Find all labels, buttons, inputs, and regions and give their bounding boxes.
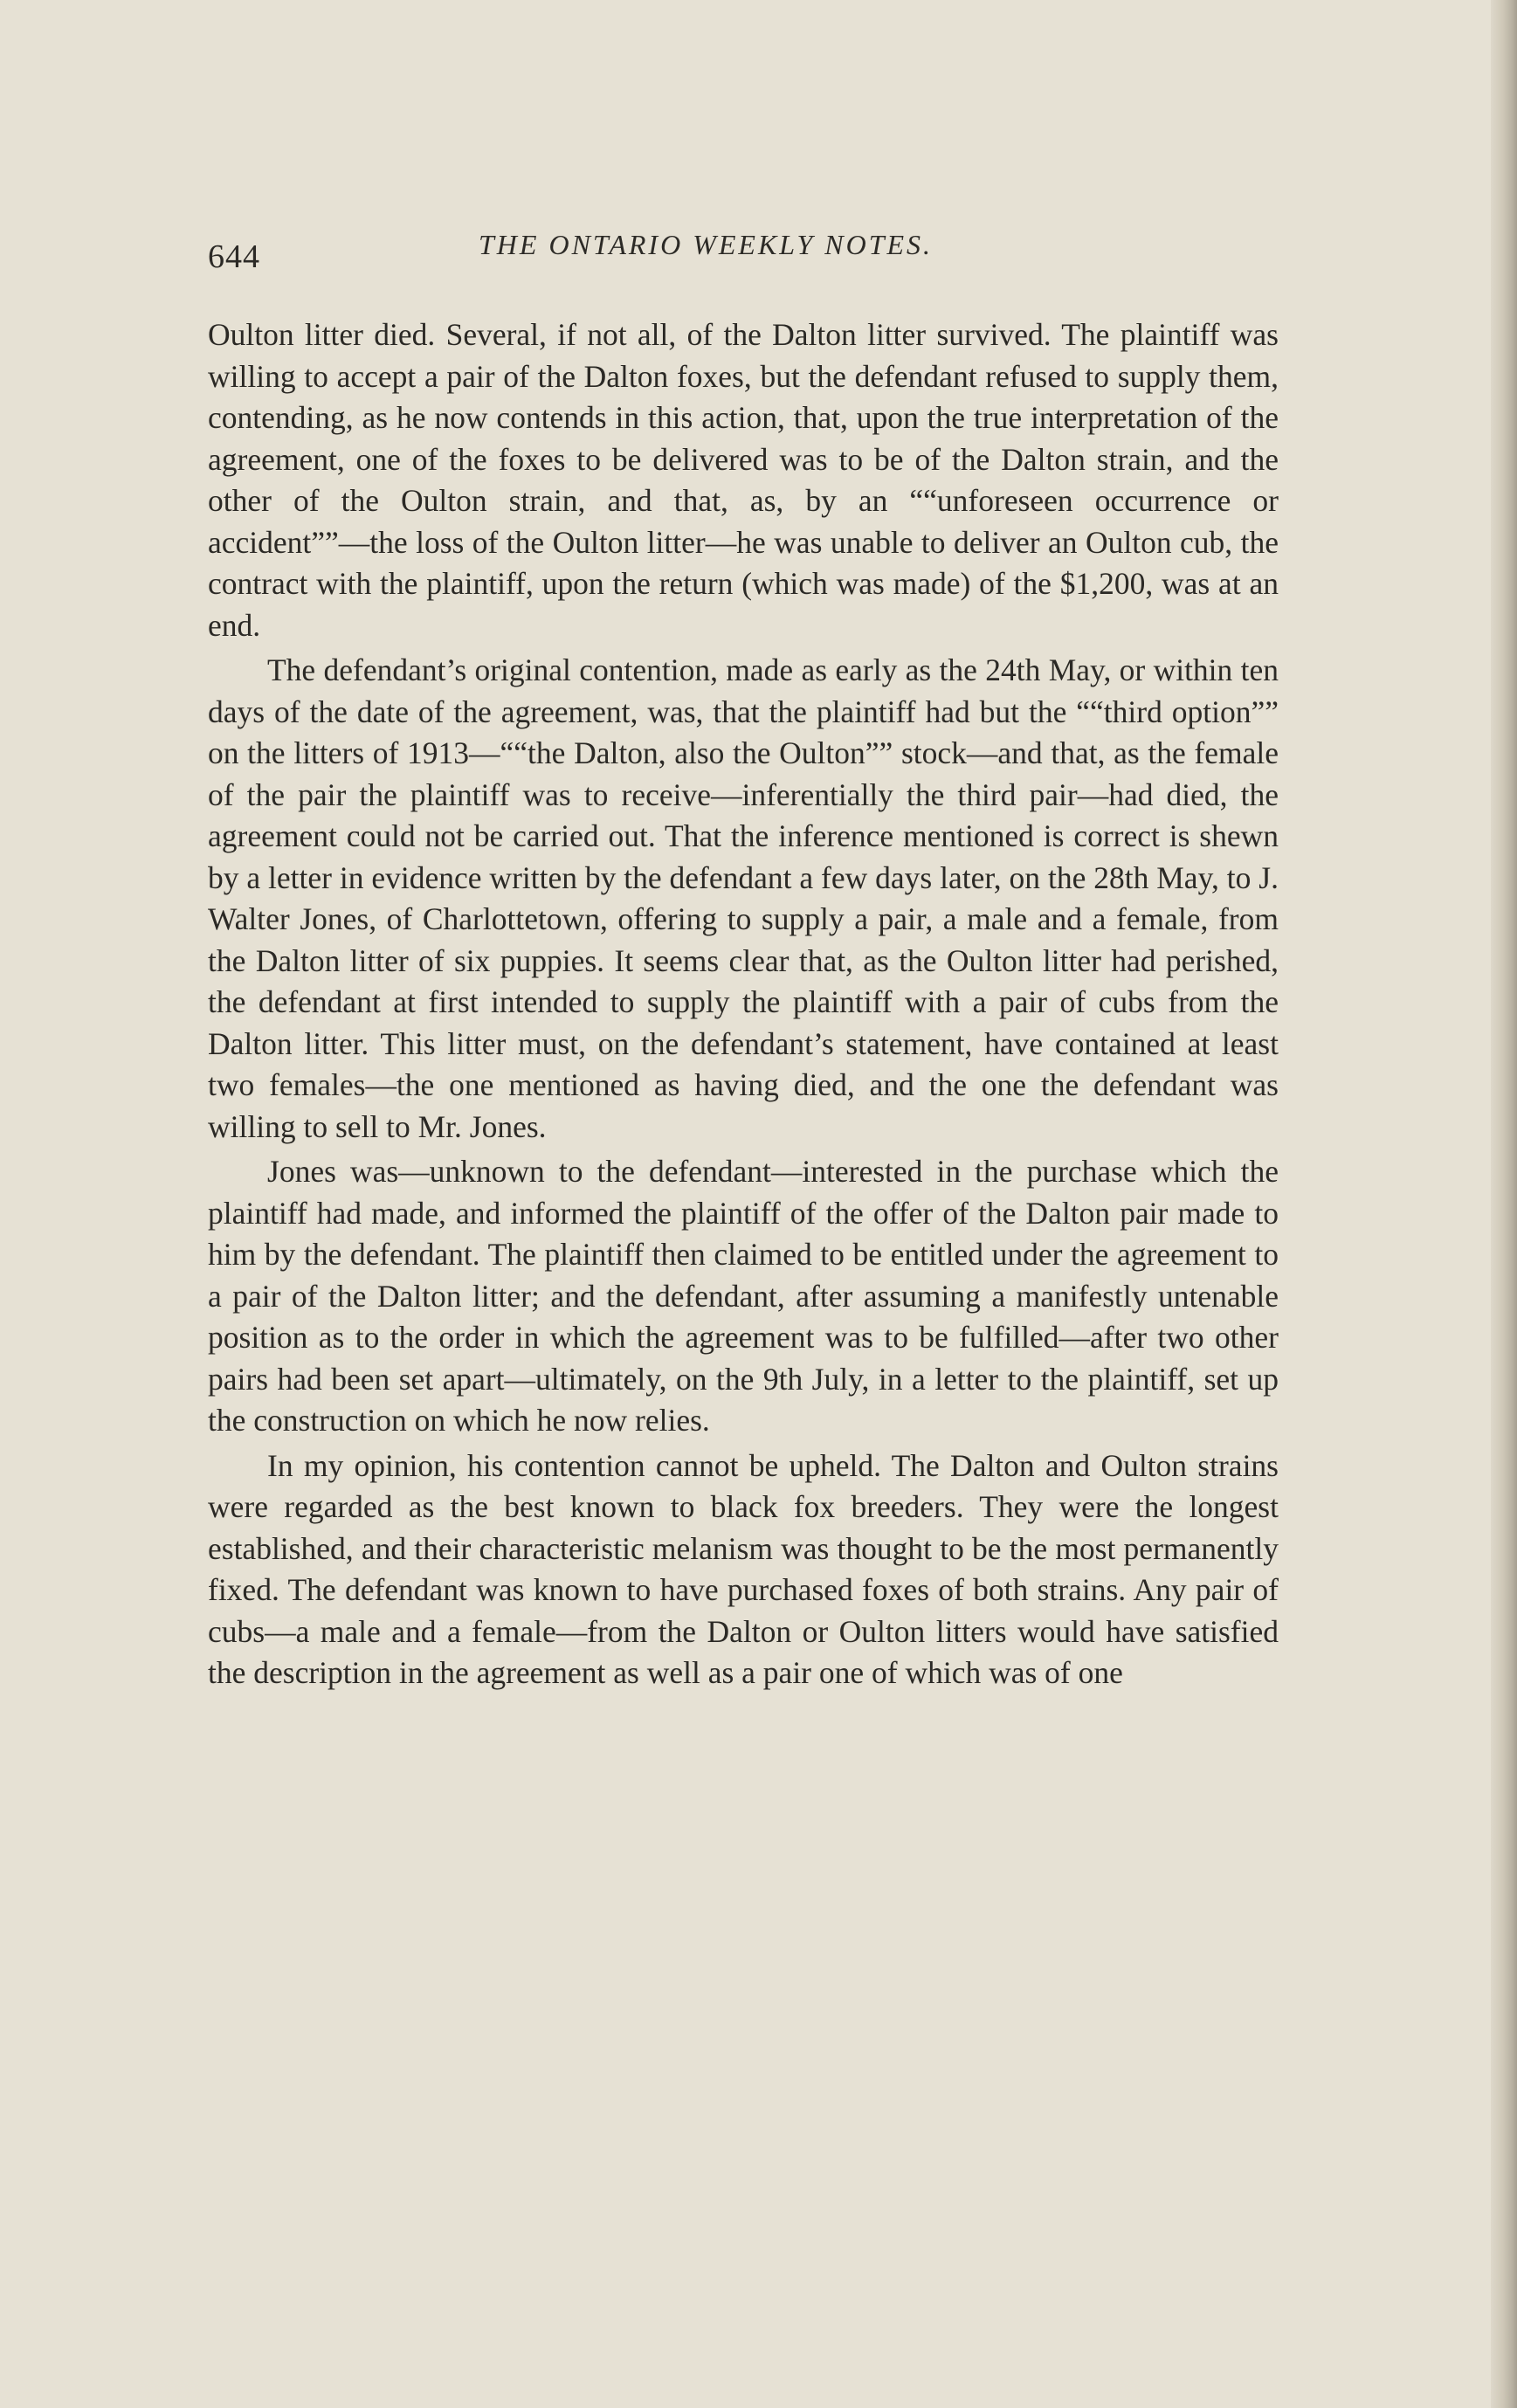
paragraph: Jones was—unknown to the defendant—interested in the purchase which the plaintiff had made, and informed the plaintiff of the offer of the Dalton pair made to him by the defendant. The plaintiff then claimed to be entitled under the agreement to a pair of the Dalton litter; and the defendant, after assuming a manifestly untenable position as to the order in which the agreement was to be fulfilled—after two other pairs had been set apart—ultimately, on the 9th July, in a letter to the plaintiff, set up the construction on which he now relies. <box>208 1154 1279 1438</box>
paragraph: In my opinion, his contention cannot be upheld. The Dalton and Oulton strains were regarded as the best known to black fox breeders. They were the longest established, and their characteristic melanism was thought to be the most permanently fixed. The defendant was known to have purchased foxes of both strains. Any pair of cubs—a male and a female—from the Dalton or Oulton litters would have satisfied the description in the agreement as well as a pair one of which was of one <box>208 1447 1279 1690</box>
page-number: 644 <box>208 238 260 275</box>
running-title: THE ONTARIO WEEKLY NOTES. <box>479 229 934 260</box>
body-text <box>208 314 1279 1698</box>
running-head <box>208 229 1279 281</box>
paragraph: The defendant’s original contention, made as early as the 24th May, or within ten days of the date of the agreement, was, that the plaintiff had but the ““third option”” on the litters of 1913—““the Dalton, also the Oulton”” stock—and that, as the female of the pair the plaintiff was to receive—inferentially the third pair—had died, the agreement could not be carried out. That the inference mentioned is correct is shewn by a letter in evidence written by the defendant a few days later, on the 28th May, to J. Walter Jones, of Charlottetown, offering to supply a pair, a male and a female, from the Dalton litter of six puppies. It seems clear that, as the Oulton litter had perished, the defendant at first intended to supply the plaintiff with a pair of cubs from the Dalton litter. This litter must, on the defendant’s statement, have contained at least two females—the one mentioned as having died, and the one the defendant was willing to sell to Mr. Jones. <box>208 652 1279 1144</box>
paragraph-continued: Oulton litter died. Several, if not all, of the Dalton litter survived. The plaintiff was willing to accept a pair of the Dalton foxes, but the defendant refused to supply them, contending, as he now contends in this action, that, upon the true interpretation of the agreement, one of the foxes to be delivered was to be of the Dalton strain, and the other of the Oulton strain, and that, as, by an ““unforeseen occurrence or accident””—the loss of the Oulton litter—he was unable to deliver an Oulton cub, the contract with the plaintiff, upon the return (which was made) of the $1,200, was at an end. <box>208 317 1279 643</box>
page-edge-shadow <box>1491 0 1517 2408</box>
